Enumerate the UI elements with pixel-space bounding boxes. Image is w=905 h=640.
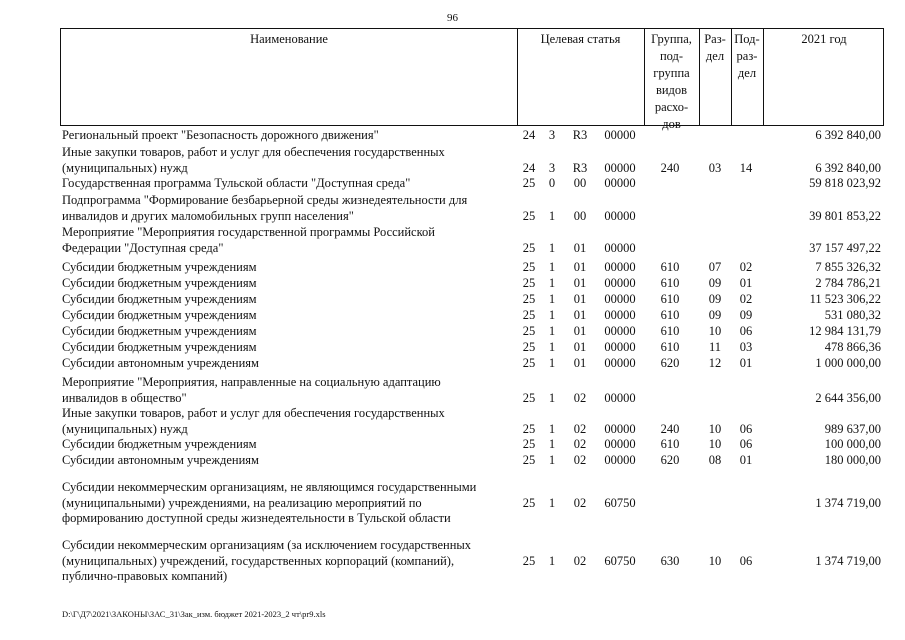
cell-amount: 989 637,00: [824, 421, 881, 436]
table-row: [0, 375, 905, 406]
cell-a: 25: [522, 356, 536, 370]
table-row: [0, 176, 905, 192]
table-row: [0, 340, 905, 356]
row-name: Региональный проект "Безопасность дорожного движения": [62, 128, 379, 142]
table-row: [0, 406, 905, 437]
cell-a: 25: [522, 453, 536, 467]
cell-a: 25: [522, 260, 536, 274]
cell-c: 01: [573, 276, 587, 290]
cell-amount: 11 523 306,22: [809, 292, 881, 306]
cell-d: 00000: [604, 453, 636, 467]
cell-b: 1: [548, 421, 556, 436]
cell-grp: 610: [660, 437, 680, 451]
row-name: Субсидии бюджетным учреждениям: [62, 437, 257, 451]
cell-sec: 12: [708, 356, 722, 370]
cell-sub: 03: [739, 340, 753, 354]
row-name: Субсидии бюджетным учреждениям: [62, 292, 257, 306]
cell-amount: 100 000,00: [824, 437, 881, 451]
cell-b: 1: [548, 324, 556, 338]
cell-a: 25: [522, 292, 536, 306]
cell-b: 1: [548, 437, 556, 451]
cell-b: 1: [548, 260, 556, 274]
cell-amount: 12 984 131,79: [809, 324, 881, 338]
row-name: Иные закупки товаров, работ и услуг для обеспечения государственных (муниципальных) нужд: [62, 145, 445, 175]
cell-amount: 1 000 000,00: [815, 356, 881, 370]
cell-c: 02: [573, 453, 587, 467]
row-name: Субсидии бюджетным учреждениям: [62, 324, 257, 338]
cell-d: 00000: [604, 208, 636, 223]
table-row: [0, 538, 905, 585]
cell-c: 01: [573, 292, 587, 306]
cell-d: 00000: [604, 160, 636, 175]
cell-c: 02: [573, 421, 587, 436]
cell-a: 25: [522, 437, 536, 451]
cell-b: 1: [548, 356, 556, 370]
row-name: Субсидии автономным учреждениям: [62, 356, 259, 370]
cell-amount: 180 000,00: [824, 453, 881, 467]
cell-amount: 1 374 719,00: [815, 495, 881, 510]
cell-amount: 478 866,36: [824, 340, 881, 354]
table-header: [60, 28, 884, 131]
cell-d: 60750: [604, 495, 636, 510]
cell-sub: 02: [739, 260, 753, 274]
table-row: [0, 437, 905, 453]
cell-d: 00000: [604, 437, 636, 451]
cell-grp: 610: [660, 292, 680, 306]
cell-d: 00000: [604, 260, 636, 274]
table-row: [0, 292, 905, 308]
cell-c: 01: [573, 356, 587, 370]
cell-c: 00: [573, 176, 587, 190]
cell-grp: 620: [660, 453, 680, 467]
cell-d: 00000: [604, 276, 636, 290]
cell-sec: 11: [708, 340, 722, 354]
cell-b: 1: [548, 340, 556, 354]
cell-d: 00000: [604, 324, 636, 338]
cell-d: 00000: [604, 421, 636, 436]
cell-b: 1: [548, 453, 556, 467]
row-name: Мероприятие "Мероприятия государственной программы Российской Федерации "Доступная среда": [62, 225, 435, 255]
cell-a: 25: [522, 495, 536, 510]
cell-sec: 09: [708, 292, 722, 306]
table-row: [0, 308, 905, 324]
cell-sec: 07: [708, 260, 722, 274]
cell-a: 25: [522, 390, 536, 405]
cell-d: 00000: [604, 308, 636, 322]
table-row: [0, 225, 905, 256]
cell-a: 25: [522, 324, 536, 338]
cell-c: 01: [573, 308, 587, 322]
cell-sub: 14: [739, 160, 753, 175]
row-name: Субсидии бюджетным учреждениям: [62, 308, 257, 322]
cell-amount: 2 784 786,21: [815, 276, 881, 290]
cell-c: 01: [573, 324, 587, 338]
row-name: Субсидии бюджетным учреждениям: [62, 276, 257, 290]
cell-sub: 02: [739, 292, 753, 306]
cell-c: 00: [573, 208, 587, 223]
header-target: Целевая статья: [540, 32, 621, 46]
cell-b: 1: [548, 553, 556, 568]
cell-a: 25: [522, 308, 536, 322]
row-name: Иные закупки товаров, работ и услуг для обеспечения государственных (муниципальных) нужд: [62, 406, 445, 436]
cell-grp: 240: [660, 421, 680, 436]
cell-a: 25: [522, 240, 536, 255]
header-group: Группа, под- группа видов расхо- дов: [651, 32, 692, 131]
cell-b: 1: [548, 390, 556, 405]
table-row: [0, 128, 905, 144]
cell-sec: 03: [708, 160, 722, 175]
cell-a: 25: [522, 276, 536, 290]
cell-grp: 610: [660, 340, 680, 354]
cell-c: 01: [573, 240, 587, 255]
cell-sec: 10: [708, 421, 722, 436]
row-name: Подпрограмма "Формирование безбарьерной среды жизнедеятельности для инвалидов и других маломобильных групп населения": [62, 193, 468, 223]
cell-a: 25: [522, 340, 536, 354]
cell-grp: 630: [660, 553, 680, 568]
cell-c: 01: [573, 260, 587, 274]
cell-d: 00000: [604, 356, 636, 370]
cell-b: 1: [548, 240, 556, 255]
table-row: [0, 324, 905, 340]
cell-sub: 06: [739, 437, 753, 451]
cell-c: R3: [572, 160, 588, 175]
row-name: Субсидии бюджетным учреждениям: [62, 340, 257, 354]
cell-amount: 6 392 840,00: [815, 128, 881, 142]
cell-d: 00000: [604, 340, 636, 354]
cell-grp: 610: [660, 324, 680, 338]
cell-a: 24: [522, 128, 536, 142]
cell-sub: 01: [739, 276, 753, 290]
cell-d: 00000: [604, 128, 636, 142]
cell-b: 1: [548, 292, 556, 306]
header-subsection: Под- раз- дел: [734, 32, 760, 80]
cell-c: 01: [573, 340, 587, 354]
cell-c: 02: [573, 390, 587, 405]
header-year: 2021 год: [801, 32, 847, 46]
cell-b: 0: [548, 176, 556, 190]
footer-path: D:\Г\Д7\2021\ЗАКОНЫ\ЗАС_31\Зак_изм. бюджет 2021-2023_2 чт\pr9.xls: [62, 609, 326, 619]
cell-d: 00000: [604, 176, 636, 190]
row-name: Государственная программа Тульской области "Доступная среда": [62, 176, 411, 190]
cell-a: 25: [522, 208, 536, 223]
cell-sec: 10: [708, 324, 722, 338]
cell-b: 1: [548, 276, 556, 290]
cell-b: 1: [548, 308, 556, 322]
cell-sub: 06: [739, 553, 753, 568]
cell-grp: 610: [660, 260, 680, 274]
cell-grp: 240: [660, 160, 680, 175]
cell-b: 3: [548, 160, 556, 175]
cell-a: 25: [522, 421, 536, 436]
cell-b: 3: [548, 128, 556, 142]
row-name: Субсидии бюджетным учреждениям: [62, 260, 257, 274]
cell-sec: 10: [708, 553, 722, 568]
cell-amount: 1 374 719,00: [815, 553, 881, 568]
cell-sec: 09: [708, 276, 722, 290]
cell-d: 00000: [604, 292, 636, 306]
cell-d: 00000: [604, 390, 636, 405]
cell-sec: 08: [708, 453, 722, 467]
cell-b: 1: [548, 495, 556, 510]
row-name: Субсидии некоммерческим организациям (за исключением государственных (муниципальных) учреждений, государственных корпораций (компаний), публично-правовых компаний): [62, 538, 472, 583]
table-row: [0, 276, 905, 292]
cell-sec: 09: [708, 308, 722, 322]
table-row: [0, 193, 905, 224]
cell-d: 00000: [604, 240, 636, 255]
cell-amount: 39 801 853,22: [809, 208, 881, 223]
cell-sec: 10: [708, 437, 722, 451]
cell-grp: 610: [660, 308, 680, 322]
cell-amount: 59 818 023,92: [809, 176, 881, 190]
header-name: Наименование: [250, 32, 328, 46]
cell-c: 02: [573, 437, 587, 451]
row-name: Субсидии автономным учреждениям: [62, 453, 259, 467]
table-row: [0, 260, 905, 276]
table-row: [0, 480, 905, 527]
cell-grp: 610: [660, 276, 680, 290]
table-row: [0, 356, 905, 372]
cell-sub: 01: [739, 453, 753, 467]
row-name: Мероприятие "Мероприятия, направленные на социальную адаптацию инвалидов в общество": [62, 375, 441, 405]
cell-amount: 7 855 326,32: [815, 260, 881, 274]
table-row: [0, 145, 905, 176]
page-number: 96: [447, 12, 458, 24]
cell-b: 1: [548, 208, 556, 223]
cell-sub: 06: [739, 421, 753, 436]
cell-c: 02: [573, 553, 587, 568]
cell-a: 25: [522, 176, 536, 190]
cell-c: 02: [573, 495, 587, 510]
cell-sub: 06: [739, 324, 753, 338]
header-section: Раз- дел: [704, 32, 726, 63]
table-row: [0, 453, 905, 469]
cell-grp: 620: [660, 356, 680, 370]
cell-d: 60750: [604, 553, 636, 568]
cell-amount: 37 157 497,22: [809, 240, 881, 255]
cell-c: R3: [572, 128, 588, 142]
cell-amount: 6 392 840,00: [815, 160, 881, 175]
row-name: Субсидии некоммерческим организациям, не являющимся государственными (муниципальными) учреждениями, на реализацию мероприятий по формированию доступной среды жизнедеятельности в Тульской области: [62, 480, 477, 525]
cell-amount: 531 080,32: [824, 308, 881, 322]
cell-a: 24: [522, 160, 536, 175]
cell-amount: 2 644 356,00: [815, 390, 881, 405]
cell-sub: 01: [739, 356, 753, 370]
cell-a: 25: [522, 553, 536, 568]
cell-sub: 09: [739, 308, 753, 322]
